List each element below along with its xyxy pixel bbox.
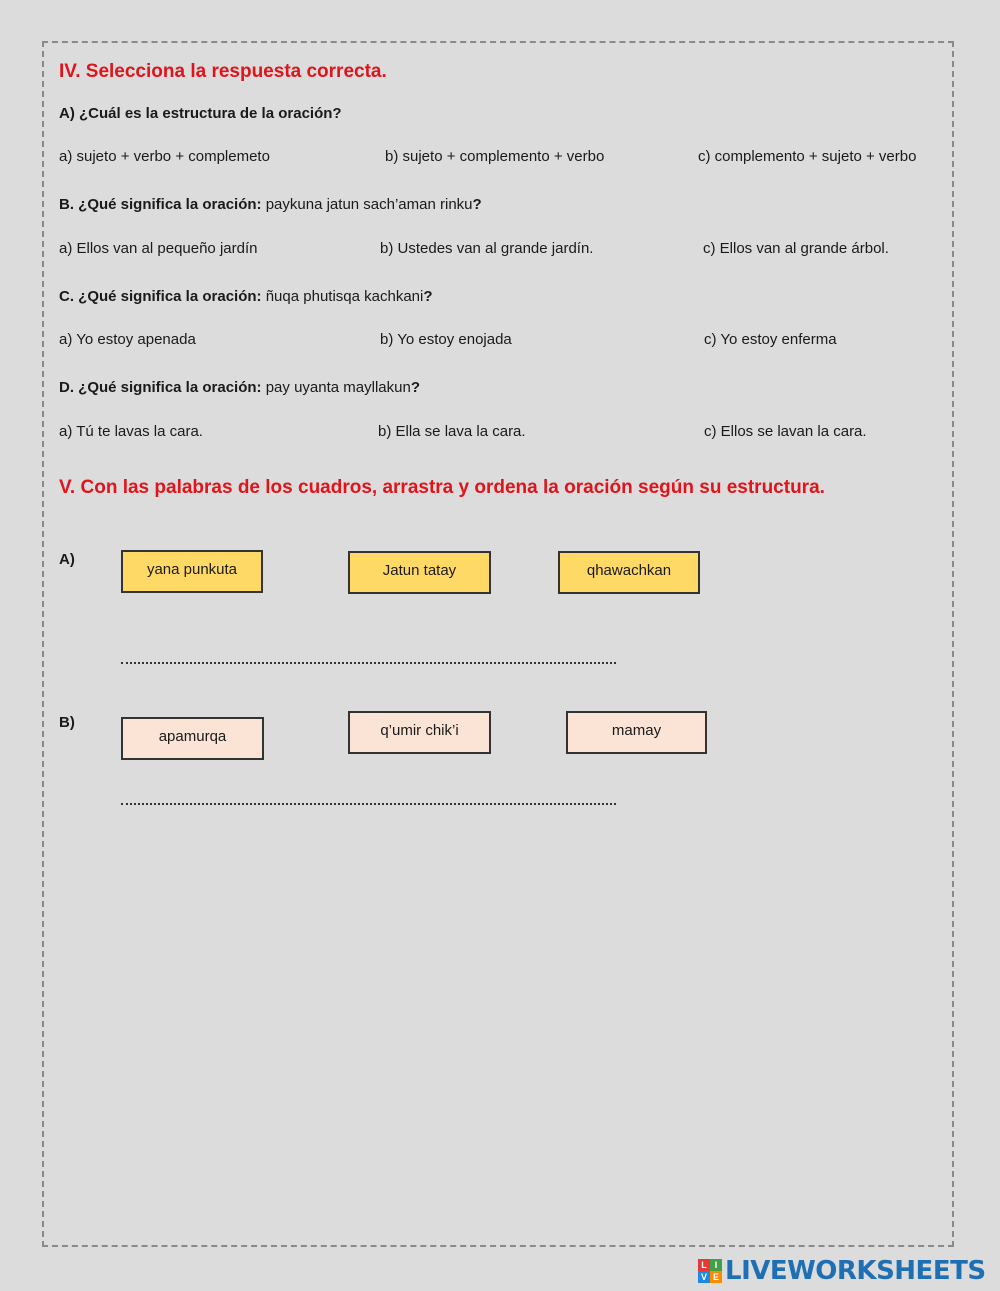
logo-letter-l: L	[698, 1259, 710, 1271]
question-d-prompt	[59, 379, 420, 396]
question-b-sentence: paykuna jatun sach’aman rinku	[265, 196, 473, 213]
question-b-text: B. ¿Qué significa la oración:	[59, 196, 262, 213]
question-d-mark: ?	[410, 379, 420, 396]
question-b-option-a[interactable]: a) Ellos van al pequeño jardín	[59, 240, 258, 257]
word-box-a2[interactable]: Jatun tatay	[348, 551, 491, 594]
question-c-sentence: ñuqa phutisqa kachkani	[265, 288, 424, 305]
worksheet-border	[42, 41, 954, 1247]
question-c-option-c[interactable]: c) Yo estoy enferma	[704, 331, 837, 348]
logo-letter-e: E	[710, 1271, 722, 1283]
question-c-prompt	[59, 288, 433, 305]
word-box-b1[interactable]: apamurqa	[121, 717, 264, 760]
question-d-text: D. ¿Qué significa la oración:	[59, 379, 262, 396]
section-5-title: V. Con las palabras de los cuadros, arrastra y ordena la oración según su estructura.	[59, 477, 825, 498]
logo-letter-v: V	[698, 1271, 710, 1283]
word-box-a3[interactable]: qhawachkan	[558, 551, 700, 594]
logo-letter-i: I	[710, 1259, 722, 1271]
question-c-option-a[interactable]: a) Yo estoy apenada	[59, 331, 196, 348]
question-d-option-c[interactable]: c) Ellos se lavan la cara.	[704, 423, 867, 440]
question-b-option-b[interactable]: b) Ustedes van al grande jardín.	[380, 240, 594, 257]
question-a-option-a[interactable]: a) sujeto + verbo + complemeto	[59, 148, 270, 165]
item-b-label: B)	[59, 714, 75, 731]
section-4-title: IV. Selecciona la respuesta correcta.	[59, 61, 387, 82]
question-d-sentence: pay uyanta mayllakun	[265, 379, 411, 396]
question-c-mark: ?	[423, 288, 433, 305]
question-d-option-a[interactable]: a) Tú te lavas la cara.	[59, 423, 203, 440]
answer-line-a[interactable]	[121, 662, 616, 664]
liveworksheets-brand: LIVEWORKSHEETS	[725, 1256, 986, 1286]
answer-line-b[interactable]	[121, 803, 616, 805]
question-a-option-b[interactable]: b) sujeto + complemento + verbo	[385, 148, 605, 165]
question-c-text: C. ¿Qué significa la oración:	[59, 288, 262, 305]
item-a-label: A)	[59, 551, 75, 568]
question-b-option-c[interactable]: c) Ellos van al grande árbol.	[703, 240, 889, 257]
question-c-option-b[interactable]: b) Yo estoy enojada	[380, 331, 512, 348]
word-box-a1[interactable]: yana punkuta	[121, 550, 263, 593]
question-d-option-b[interactable]: b) Ella se lava la cara.	[378, 423, 526, 440]
liveworksheets-logo	[698, 1256, 986, 1286]
question-a-text: A) ¿Cuál es la estructura de la oración?	[59, 105, 342, 122]
word-box-b2[interactable]: q’umir chik’i	[348, 711, 491, 754]
word-box-b3[interactable]: mamay	[566, 711, 707, 754]
question-b-prompt	[59, 196, 482, 213]
question-a-prompt	[59, 105, 342, 122]
liveworksheets-icon	[698, 1259, 722, 1283]
question-b-mark: ?	[472, 196, 482, 213]
question-a-option-c[interactable]: c) complemento + sujeto + verbo	[698, 148, 917, 165]
